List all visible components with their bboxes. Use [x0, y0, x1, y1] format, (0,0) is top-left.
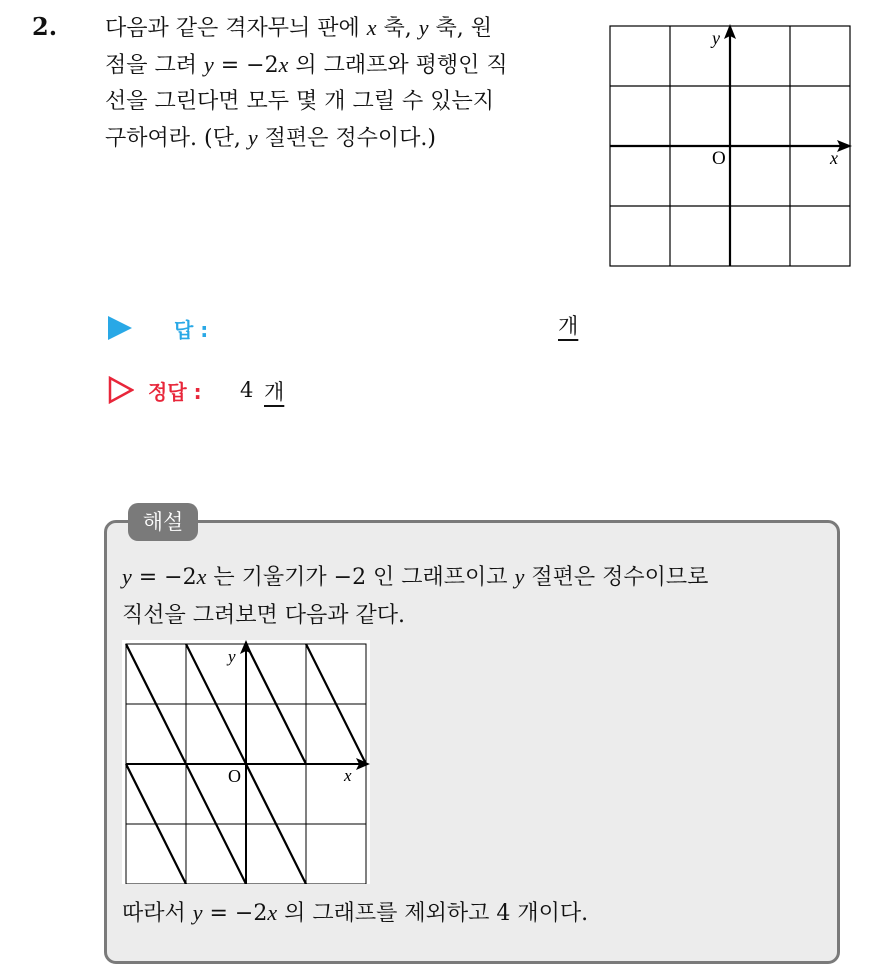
correct-answer-value: 4: [240, 378, 254, 402]
explanation-text: [122, 558, 832, 635]
origin-label: O: [712, 148, 726, 169]
question-line: 구하여라. (단, y 절편은 정수이다.): [105, 125, 436, 151]
graph-y-axis-label: y: [228, 647, 236, 666]
x-axis-label: x: [830, 148, 838, 168]
y-axis-label: y: [712, 28, 720, 48]
explanation-tag: 해설: [128, 503, 198, 541]
correct-answer-unit: 개: [264, 380, 285, 404]
correct-answer-label: 정답 :: [148, 380, 202, 404]
question-line: 다음과 같은 격자무늬 판에 x 축, y 축, 원: [105, 15, 492, 41]
answer-label: 답 :: [174, 318, 209, 342]
explanation-conclusion: [122, 896, 588, 927]
question-number: 2.: [32, 12, 58, 41]
answer-arrow-icon: [108, 316, 132, 340]
question-line: 선을 그린다면 모두 몇 개 그릴 수 있는지: [105, 89, 494, 114]
math-variable: x: [196, 564, 207, 589]
math-variable: y: [122, 564, 132, 589]
explanation-line: y = −2x 는 기울기가 −2 인 그래프이고 y 절편은 정수이므로: [122, 564, 709, 590]
answer-row: [108, 310, 579, 350]
coordinate-grid-figure: [608, 24, 852, 268]
answer-unit: 개: [558, 314, 579, 338]
explanation-line: 직선을 그려보면 다음과 같다.: [122, 603, 405, 628]
math-variable: y: [247, 125, 258, 150]
question-line: 점을 그려 y = −2x 의 그래프와 평행인 직: [105, 52, 508, 78]
graph-x-axis-label: x: [344, 766, 352, 785]
math-variable: x: [366, 15, 377, 40]
math-variable: x: [278, 52, 289, 77]
math-variable: y: [192, 900, 203, 925]
correct-arrow-icon: [108, 376, 134, 404]
math-variable: y: [514, 564, 525, 589]
explanation-graph-figure: [122, 640, 370, 884]
conclusion-line: 따라서 y = −2x 의 그래프를 제외하고 4 개이다.: [122, 900, 589, 926]
math-variable: y: [418, 15, 429, 40]
math-variable: x: [267, 900, 278, 925]
math-variable: y: [204, 52, 214, 77]
correct-answer-row: [108, 372, 508, 412]
graph-origin-label: O: [228, 766, 241, 786]
question-text: [105, 10, 585, 157]
